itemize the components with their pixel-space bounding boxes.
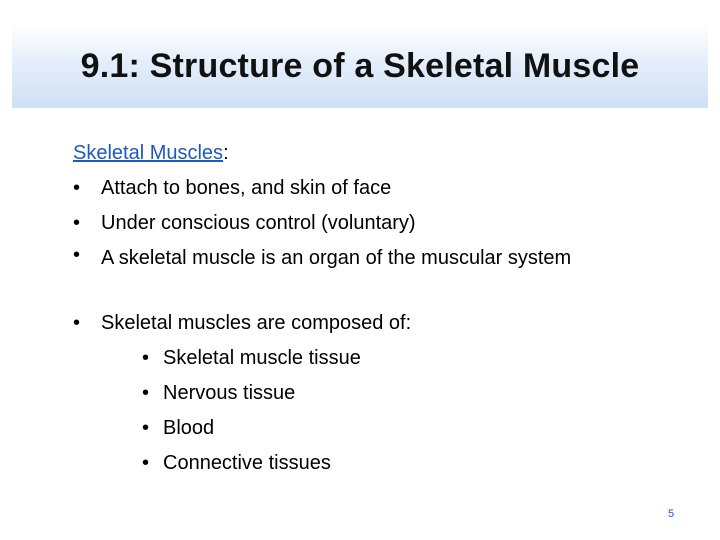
bullet-icon: • — [142, 382, 150, 404]
bullet-icon: • — [142, 452, 150, 474]
slide-title: 9.1: Structure of a Skeletal Muscle — [80, 47, 640, 85]
sub-bullet-text: Nervous tissue — [163, 382, 296, 404]
bullet-text: Skeletal muscles are composed of: — [101, 312, 412, 334]
sub-list-item — [73, 446, 673, 481]
bullet-text: Under conscious control (voluntary) — [101, 212, 416, 234]
list-item — [73, 306, 673, 341]
bullet-icon: • — [73, 177, 81, 199]
slide-body — [73, 136, 673, 481]
bullet-text: Attach to bones, and skin of face — [101, 177, 392, 199]
bullet-text: A skeletal muscle is an organ of the muscular system — [101, 247, 572, 269]
bullet-icon: • — [142, 347, 150, 369]
sub-list-item — [73, 411, 673, 446]
list-item — [73, 171, 673, 206]
title-banner — [12, 25, 708, 108]
sub-bullet-text: Skeletal muscle tissue — [163, 347, 361, 369]
heading-colon: : — [223, 142, 229, 164]
bullet-icon: • — [73, 212, 81, 234]
section-heading — [73, 136, 673, 171]
page-number: 5 — [668, 508, 675, 520]
list-item — [73, 206, 673, 241]
bullet-icon: • — [73, 244, 81, 266]
sub-bullet-text: Blood — [163, 417, 215, 439]
bullet-icon: • — [142, 417, 150, 439]
sub-bullet-text: Connective tissues — [163, 452, 331, 474]
list-item — [73, 241, 673, 273]
sub-list-item — [73, 376, 673, 411]
sub-list-item — [73, 341, 673, 376]
bullet-icon: • — [73, 312, 81, 334]
spacer — [73, 273, 673, 306]
skeletal-muscles-link[interactable]: Skeletal Muscles — [73, 142, 224, 164]
